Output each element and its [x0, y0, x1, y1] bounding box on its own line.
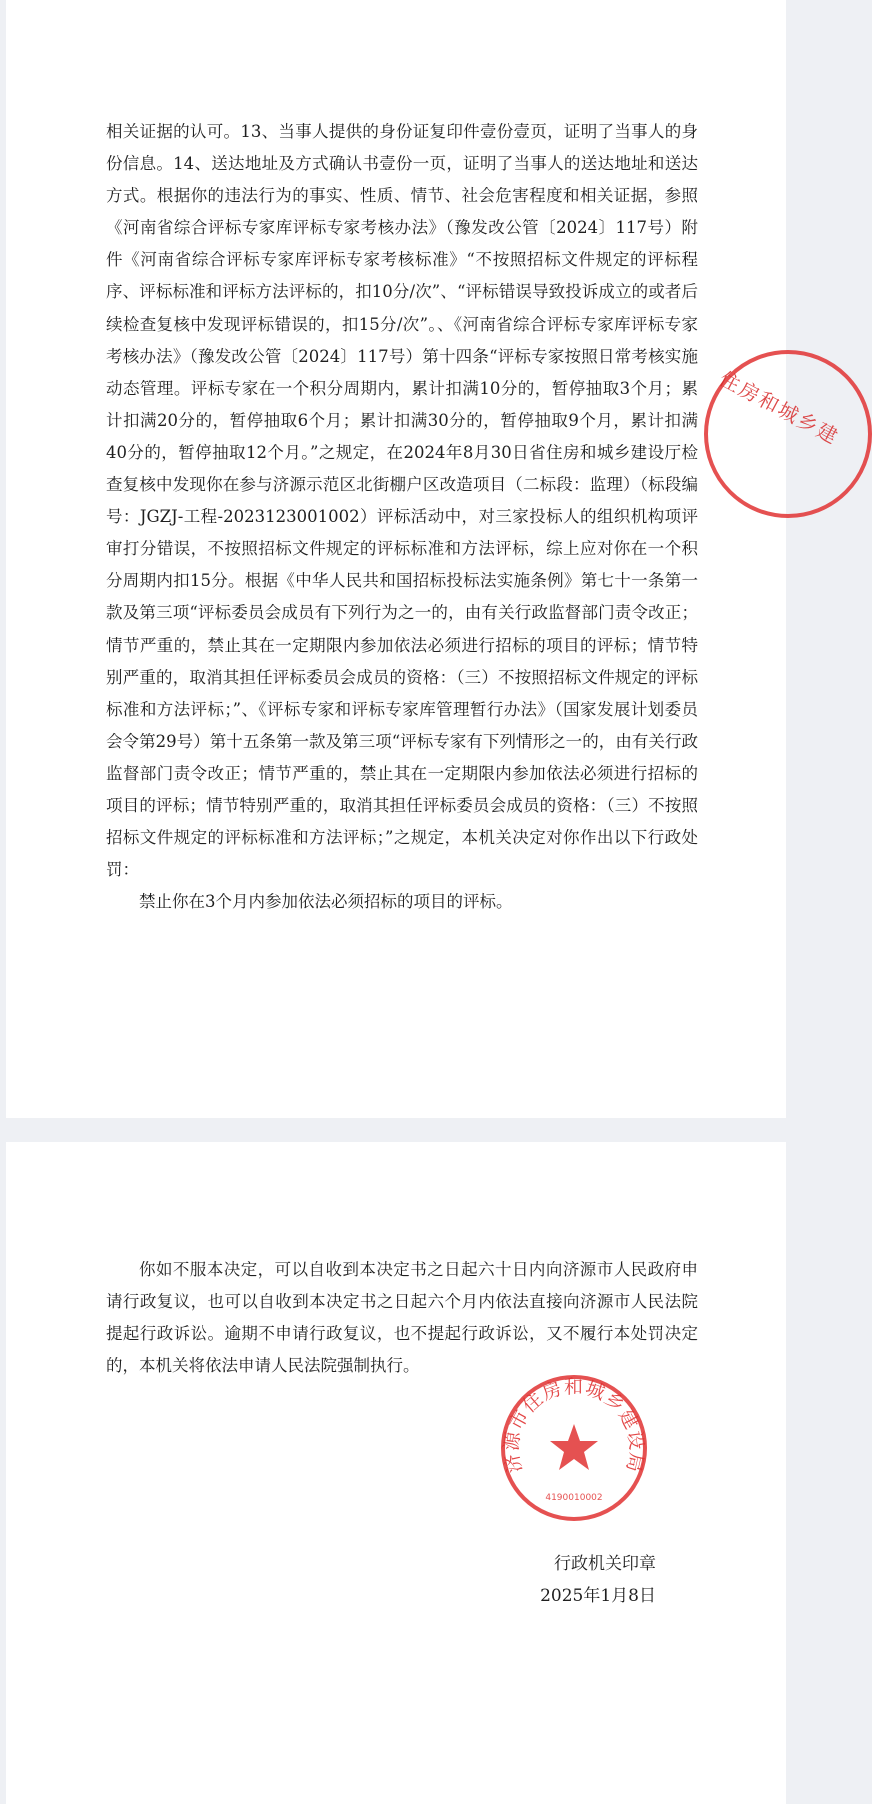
page1-paragraph-evidence: 相关证据的认可。13、当事人提供的身份证复印件壹份壹页，证明了当事人的身份信息。14、送达地址及方式确认书壹份一页，证明了当事人的送达地址和送达方式。根据你的违法行为的事实、性质、情节、社会危害程度和相关证据，参照《河南省综合评标专家库评标专家考核办法》（豫发改公管〔2024〕117号）附件《河南省综合评标专家库评标专家考核标准》“不按照招标文件规定的评标程序、评标标准和评标方法评标的，扣10分/次”、“评标错误导致投诉成立的或者后续检查复核中发现评标错误的，扣15分/次”。、《河南省综合评标专家库评标专家考核办法》（豫发改公管〔2024〕117号）第十四条“评标专家按照日常考核实施动态管理。评标专家在一个积分周期内，累计扣满10分的，暂停抽取3个月；累计扣满20分的，暂停抽取6个月；累计扣满30分的，暂停抽取9个月，累计扣满40分的，暂停抽取12个月。”之规定，在2024年8月30日省住房和城乡建设厅检查复核中发现你在参与济源示范区北街棚户区改造项目（二标段：监理）（标段编号：JGZJ-工程-2023123001002）评标活动中，对三家投标人的组织机构项评审打分错误，不按照招标文件规定的评标标准和方法评标，综上应对你在一个积分周期内扣15分。根据《中华人民共和国招标投标法实施条例》第七十一条第一款及第三项“评标委员会成员有下列行为之一的，由有关行政监督部门责令改正；情节严重的，禁止其在一定期限内参加依法必须进行招标的项目的评标；情节特别严重的，取消其担任评标委员会成员的资格：（三）不按照招标文件规定的评标标准和方法评标；”、《评标专家和评标专家库管理暂行办法》（国家发展计划委员会令第29号）第十五条第一款及第三项“评标专家有下列情形之一的，由有关行政监督部门责令改正；情节严重的，禁止其在一定期限内参加依法必须进行招标的项目的评标；情节特别严重的，取消其担任评标委员会成员的资格：（三）不按照招标文件规定的评标标准和方法评标；”之规定，本机关决定对你作出以下行政处罚：	[106, 122, 698, 880]
signature-label: 行政机关印章	[554, 1554, 656, 1574]
document-page-2	[6, 1142, 786, 1804]
signature-block	[540, 1548, 656, 1612]
official-seal-icon	[498, 1372, 650, 1524]
page1-body	[106, 116, 698, 918]
page2-body	[106, 1254, 698, 1382]
page2-paragraph-appeal: 你如不服本决定，可以自收到本决定书之日起六十日内向济源市人民政府申请行政复议，也可以自收到本决定书之日起六个月内依法直接向济源市人民法院提起行政诉讼。逾期不申请行政复议，也不提起行政诉讼，又不履行本处罚决定的，本机关将依法申请人民法院强制执行。	[106, 1260, 698, 1376]
page1-paragraph-penalty: 禁止你在3个月内参加依法必须招标的项目的评标。	[139, 892, 513, 912]
partial-official-seal	[704, 350, 872, 518]
seal-ring-text: 济源市住房和城乡建设局	[500, 1376, 648, 1476]
signature-date: 2025年1月8日	[540, 1586, 656, 1606]
partial-seal-text: 住房和城乡建	[715, 366, 844, 450]
document-page-1	[6, 0, 844, 1118]
seal-number: 4190010002	[545, 1493, 603, 1503]
